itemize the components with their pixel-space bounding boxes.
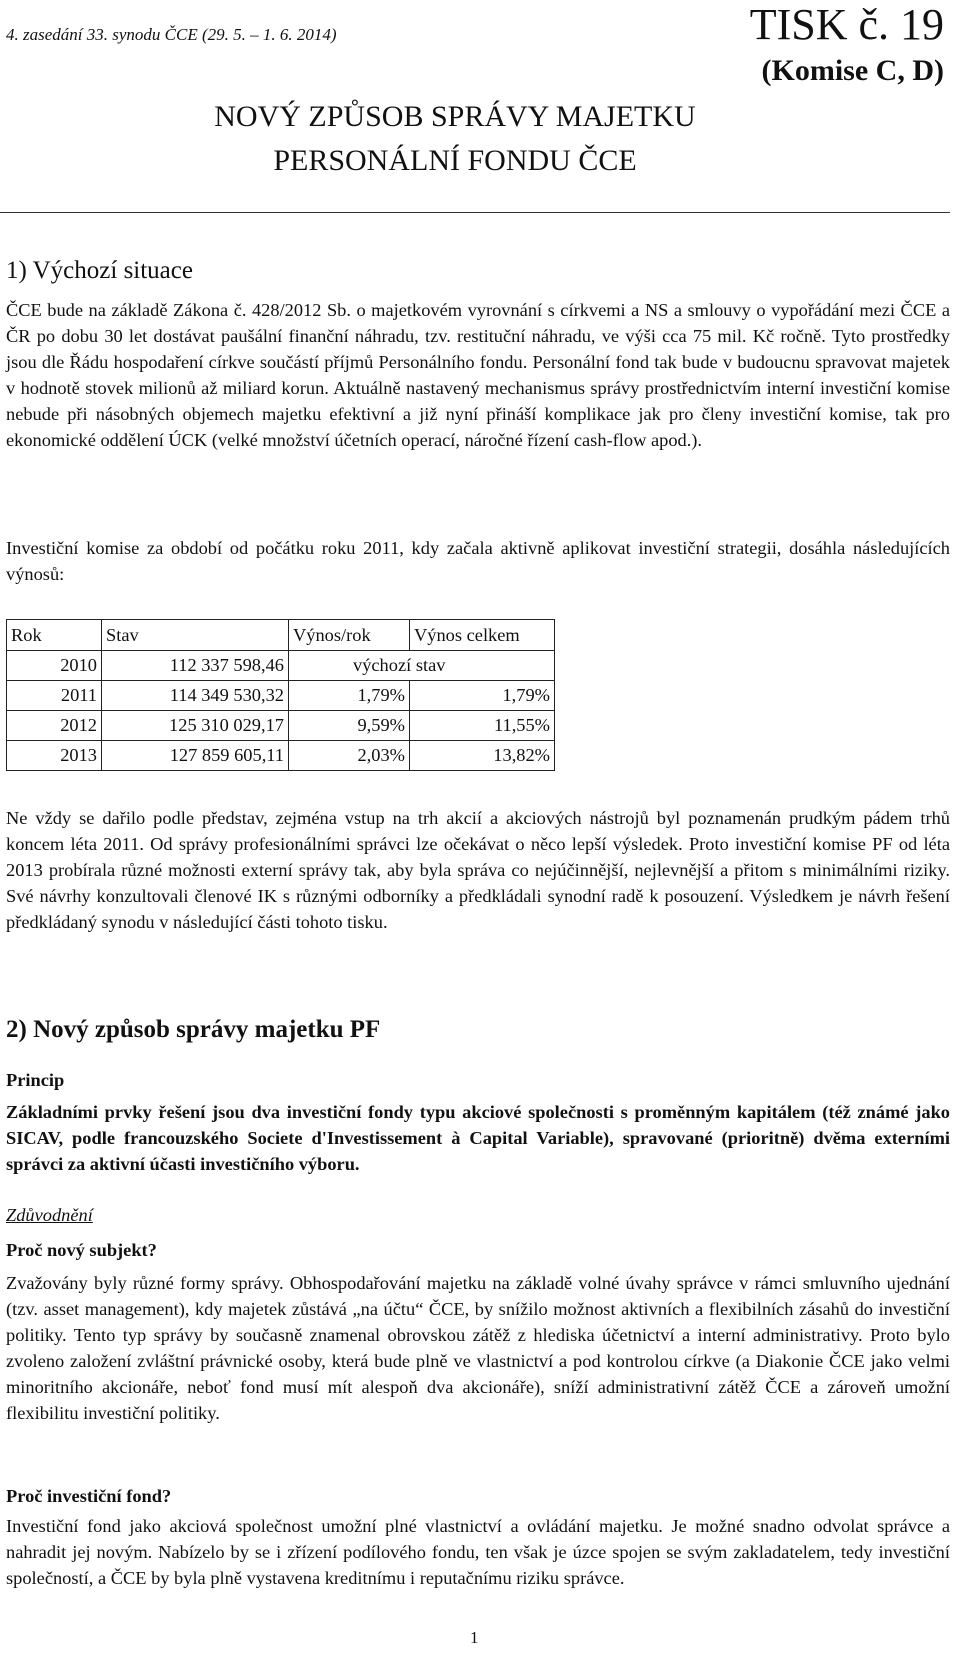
header-cell: Výnos celkem	[410, 620, 555, 651]
total-return-cell: 13,82%	[410, 741, 555, 771]
balance-cell: 112 337 598,46	[102, 651, 289, 681]
print-number: TISK č. 19	[749, 0, 944, 49]
paragraph-text: ČCE bude na základě Zákona č. 428/2012 Sb. o majetkovém vyrovnání s církvemi a NS a smlouvy o vypořádání mezi ČCE a ČR po dobu 30 let dostávat paušální finanční náhradu, tzv. restituční náhradu, ve výši cca 75 mil. Kč ročně. Tyto prostředky jsou dle Řádu hospodaření církve součástí příjmů Personálního fondu. Personální fond tak bude v budoucnu spravovat majetek v hodnotě stovek milionů až miliard korun. Aktuálně nastavený mechanismus správy prostřednictvím interní investiční komise nebude při násobných objemech majetku efektivní a již nyní přináší komplikace jak pro členy investiční komise, tak pro ekonomické oddělení ÚCK (velké množství účetních operací, náročné řízení cash-flow apod.).	[6, 300, 950, 450]
year-cell: 2011	[7, 681, 102, 711]
paragraph-text: Základními prvky řešení jsou dva investiční fondy typu akciové společnosti s proměnným kapitálem (též známé jako SICAV, podle francouzského Societe d'Investissement à Capital Variable), spravované (prioritně) dvěma externími správci za aktivní účasti investičního výboru.	[6, 1102, 950, 1174]
total-return-cell: 11,55%	[410, 711, 555, 741]
document-title	[0, 95, 960, 183]
paragraph-text: Zvažovány byly různé formy správy. Obhospodařování majetku na základě volné úvahy správce v rámci smluvního ujednání (tzv. asset management), kdy majetek zůstává „na účtu“ ČCE, by snížilo možnost aktivních a flexibilních zásahů do investiční politiky. Tento typ správy by současně znamenal obrovskou zátěž z hlediska účetnictví a interní administrativy. Proto bylo zvoleno založení zvláštní právnické osoby, která bude plně ve vlastnictví a pod kontrolou církve (a Diakonie ČCE jako velmi minoritního akcionáře, neboť fond musí mít alespoň dva akcionáře), sníží administrativní zátěž ČCE a zároveň umožní flexibilitu investiční politiky.	[6, 1273, 950, 1423]
table-header-row	[7, 620, 555, 651]
section1-heading: 1) Výchozí situace	[6, 257, 193, 284]
table-row	[7, 651, 555, 681]
title-divider	[0, 212, 950, 213]
question-new-entity: Proč nový subjekt?	[6, 1240, 157, 1260]
section1-paragraph-2	[6, 535, 950, 587]
year-cell: 2013	[7, 741, 102, 771]
balance-cell: 114 349 530,32	[102, 681, 289, 711]
investment-fund-paragraph	[6, 1513, 950, 1591]
session-header: 4. zasedání 33. synodu ČCE (29. 5. – 1. 6. 2014)	[6, 25, 337, 44]
balance-cell: 125 310 029,17	[102, 711, 289, 741]
header-cell: Rok	[7, 620, 102, 651]
page-number: 1	[470, 1628, 479, 1647]
table-row	[7, 711, 555, 741]
header-cell: Výnos/rok	[289, 620, 410, 651]
section2-heading: 2) Nový způsob správy majetku PF	[6, 1016, 381, 1043]
print-label-block	[750, 0, 944, 88]
annual-return-cell: 1,79%	[289, 681, 410, 711]
paragraph-text: Investiční fond jako akciová společnost umožní plné vlastnictví a ovládání majetku. Je možné snadno odvolat správce a nahradit jej novým. Nabízelo by se i zřízení podílového fondu, ten však je úzce spojen se svým zakladatelem, tedy investiční společností, a ČCE by byla plně vystavena kreditnímu i reputačnímu riziku správce.	[6, 1516, 950, 1588]
year-cell: 2012	[7, 711, 102, 741]
paragraph-text: Ne vždy se dařilo podle představ, zejména vstup na trh akcií a akciových nástrojů byl poznamenán prudkým pádem trhů koncem léta 2011. Od správy profesionálními správci lze očekávat o něco lepší výsledek. Proto investiční komise PF od léta 2013 probírala různé možnosti externí správy tak, aby byla správa co nejúčinnější, nejlevnější a přitom s minimálními riziky. Své návrhy konzultovali členové IK s různými odborníky a předkládali synodní radě k posouzení. Výsledkem je návrh řešení předkládaný synodu v následující části tohoto tisku.	[6, 808, 950, 932]
section1-paragraph-3	[6, 805, 950, 935]
balance-cell: 127 859 605,11	[102, 741, 289, 771]
committee-label: (Komise C, D)	[761, 54, 944, 87]
table-row	[7, 741, 555, 771]
header-cell: Stav	[102, 620, 289, 651]
justification-label: Zdůvodnění	[6, 1205, 93, 1225]
question-investment-fund: Proč investiční fond?	[6, 1486, 172, 1506]
returns-table	[6, 619, 555, 771]
principle-label: Princip	[6, 1070, 65, 1090]
new-entity-paragraph	[6, 1270, 950, 1426]
section1-paragraph-1	[6, 297, 950, 453]
paragraph-text: Investiční komise za období od počátku roku 2011, kdy začala aktivně aplikovat investiční strategii, dosáhla následujících výnosů:	[6, 538, 950, 584]
note-cell: výchozí stav	[289, 651, 555, 681]
year-cell: 2010	[7, 651, 102, 681]
principle-paragraph	[6, 1099, 950, 1177]
title-line-1: NOVÝ ZPŮSOB SPRÁVY MAJETKU	[214, 100, 696, 133]
table-row	[7, 681, 555, 711]
annual-return-cell: 2,03%	[289, 741, 410, 771]
annual-return-cell: 9,59%	[289, 711, 410, 741]
title-line-2: PERSONÁLNÍ FONDU ČCE	[273, 144, 637, 177]
total-return-cell: 1,79%	[410, 681, 555, 711]
